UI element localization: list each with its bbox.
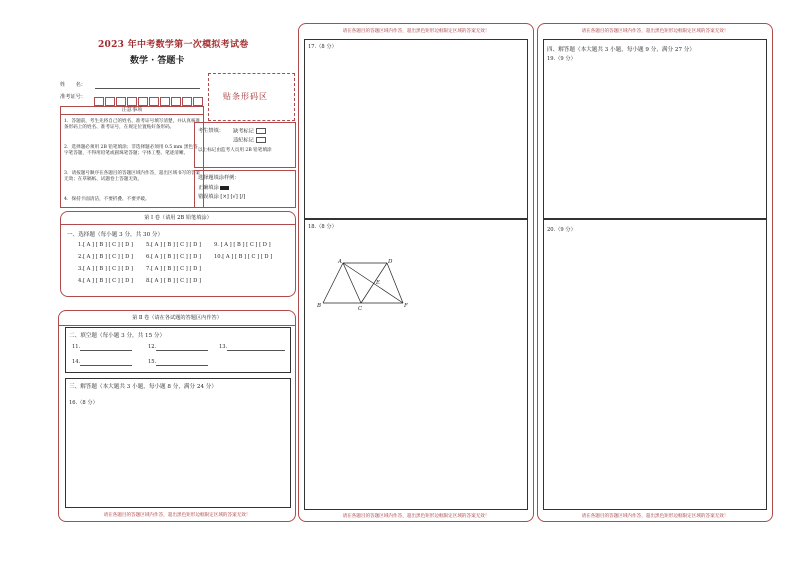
blank-12-label: 12. (148, 344, 157, 350)
point-e-label: E (376, 280, 381, 286)
choice-1[interactable]: 1.[ A ] [ B ] [ C ] [ D ] (78, 242, 133, 248)
point-c-label: C (358, 306, 363, 310)
choice-8[interactable]: 8.[ A ] [ B ] [ C ] [ D ] (146, 278, 201, 284)
answer-section-title: 三、解答题（本大题共 3 小题，每小题 8 分，满分 24 分） (69, 384, 217, 390)
choice-6[interactable]: 6.[ A ] [ B ] [ C ] [ D ] (146, 254, 201, 260)
warning-col1: 请在各题目的答题区域内作答，超出黑色矩形边框限定区域的答案无效！ (103, 513, 251, 518)
q18-label: 18.（8 分） (308, 224, 337, 230)
choice-row (78, 266, 282, 278)
blank-14-label: 14. (72, 359, 81, 365)
blank-15-label: 15. (148, 359, 157, 365)
q16-label: 16.（8 分） (69, 400, 98, 406)
violation-label: 违纪标记 (233, 137, 254, 144)
column2-box (298, 23, 534, 522)
wrong-fill-marks: [×] [√] [/] (220, 194, 246, 200)
fill-sample-title: 选择题填涂样例： (198, 175, 240, 181)
part2-box (58, 310, 296, 522)
absent-mark[interactable] (233, 128, 266, 136)
point-b-label: B (317, 303, 322, 309)
answer-area-20[interactable] (543, 219, 767, 510)
absent-label: 缺考标记 (233, 128, 254, 135)
choice-9[interactable]: 9. [ A ] [ B ] [ C ] [ D ] (214, 242, 271, 248)
part1-box (60, 211, 296, 297)
segment-df (387, 263, 403, 303)
blank-14[interactable] (72, 359, 132, 366)
q19-section-title: 四、解答题（本大题共 3 小题，每小题 9 分，满分 27 分） (547, 47, 695, 53)
exam-title: 2023 年中考数学第一次模拟考试卷 (98, 40, 249, 50)
wrong-fill-label: 错误填涂 (198, 194, 219, 200)
notice-item-1: 1．答题前，考生先将自己的姓名、准考证号填写清楚，并认真核准条形码上的姓名、准考证号，在规定位置贴好条形码。 (64, 119, 201, 130)
part2-title: 第 Ⅱ 卷（请在各试题的答题区内作答） (132, 315, 222, 321)
blank-15[interactable] (148, 359, 208, 366)
choice-5[interactable]: 5.[ A ] [ B ] [ C ] [ D ] (146, 242, 201, 248)
violation-mark[interactable] (233, 137, 266, 145)
blank-12[interactable] (148, 344, 208, 351)
warning-col3-top: 请在各题目的答题区域内作答，超出黑色矩形边框限定区域的答案无效！ (581, 29, 729, 34)
correct-fill-label: 正确填涂 (198, 185, 219, 191)
answer-area-19[interactable] (543, 39, 767, 219)
segment-dc (361, 263, 387, 303)
barcode-area (208, 73, 295, 121)
exam-status-note: 以上标记由监考人员用 2B 铅笔填涂 (198, 148, 272, 153)
id-label: 准考证号： (60, 94, 86, 100)
warning-col3-bottom: 请在各题目的答题区域内作答，超出黑色矩形边框限定区域的答案无效！ (581, 514, 729, 519)
warning-col2-bottom: 请在各题目的答题区域内作答，超出黑色矩形边框限定区域的答案无效！ (342, 514, 490, 519)
fill-sample-box (194, 170, 296, 208)
notice-title: 注意事项 (61, 107, 203, 115)
notice-item-2: 2．选择题必须用 2B 铅笔填涂；非选择题必须用 0.5 mm 黑色签字笔答题，不得用铅笔或圆珠笔答题；字体工整、笔迹清晰。 (64, 145, 198, 156)
notice-box (60, 106, 204, 208)
blank-13[interactable] (219, 344, 285, 351)
answer-area-17[interactable] (304, 39, 528, 219)
blank-13-label: 13. (219, 344, 228, 350)
choice-4[interactable]: 4.[ A ] [ B ] [ C ] [ D ] (78, 278, 133, 284)
column3-box (537, 23, 773, 522)
fill-section-title: 二、填空题（每小题 3 分，共 15 分） (69, 333, 166, 339)
choice-row (78, 278, 282, 290)
answer-area-18[interactable] (304, 219, 528, 510)
choice-section-title: 一、选择题（每小题 3 分，共 30 分） (67, 232, 164, 238)
choice-2[interactable]: 2.[ A ] [ B ] [ C ] [ D ] (78, 254, 133, 260)
geometry-figure (315, 258, 415, 310)
exam-status-label: 考生禁填： (198, 128, 224, 134)
answer-card-title: 数学 · 答题卡 (130, 56, 185, 66)
choice-10[interactable]: 10.[ A ] [ B ] [ C ] [ D ] (214, 254, 273, 260)
q20-label: 20.（9 分） (547, 227, 576, 233)
point-f-label: F (404, 303, 408, 309)
answer-area-16[interactable] (65, 378, 291, 508)
warning-col2-top: 请在各题目的答题区域内作答，超出黑色矩形边框限定区域的答案无效！ (342, 29, 490, 34)
correct-fill (198, 185, 229, 192)
q19-label: 19.（9 分） (547, 56, 576, 62)
wrong-fill (198, 194, 245, 201)
choice-row (78, 254, 282, 266)
point-d-label: D (388, 259, 393, 265)
choice-7[interactable]: 7.[ A ] [ B ] [ C ] [ D ] (146, 266, 201, 272)
barcode-label: 贴条形码区 (223, 92, 268, 101)
exam-status-box (194, 122, 296, 168)
blank-11[interactable] (72, 344, 132, 351)
segment-ab (323, 263, 343, 303)
point-a-label: A (338, 259, 342, 265)
blank-11-label: 11. (72, 344, 81, 350)
choice-grid[interactable] (78, 242, 282, 290)
notice-item-4: 4．保持卡面清洁，不要折叠、不要弄破。 (64, 197, 150, 202)
q17-label: 17.（8 分） (308, 44, 337, 50)
part1-title: 第 Ⅰ 卷（请用 2B 铅笔填涂） (144, 215, 212, 221)
choice-3[interactable]: 3.[ A ] [ B ] [ C ] [ D ] (78, 266, 133, 272)
choice-row (78, 242, 282, 254)
name-underline[interactable] (95, 88, 200, 89)
fill-in-box (65, 327, 291, 373)
name-label: 姓 名： (60, 82, 86, 88)
notice-item-3: 3．请按题号顺序在各题目的答题区域内作答，超出区域书写的答案无效；在草稿纸、试题卷上答题无效。 (64, 171, 201, 182)
